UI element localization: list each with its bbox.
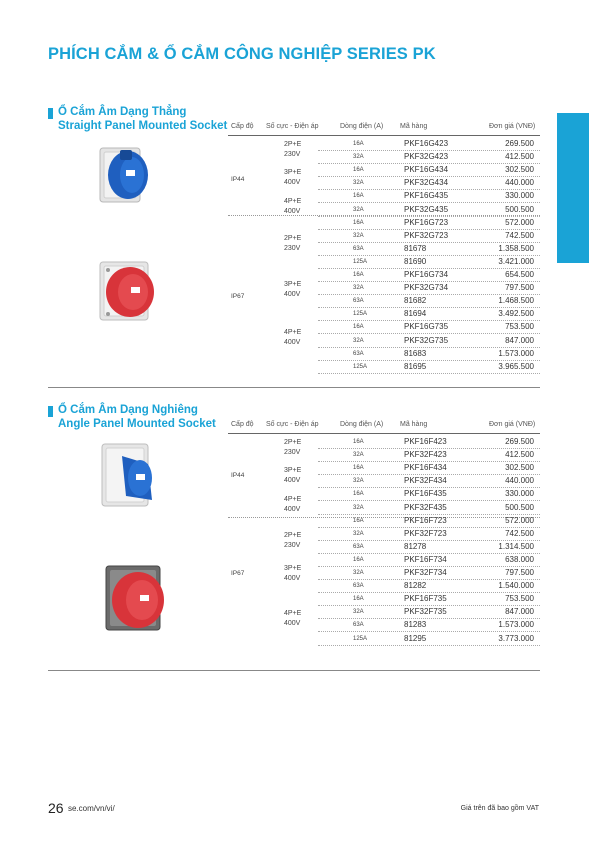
table-row <box>48 335 540 348</box>
product-code: PKF32F734 <box>404 568 447 577</box>
pole-label: 4P+E <box>284 329 302 336</box>
product-code: PKF32G423 <box>404 152 449 162</box>
current-rating: 32A <box>353 609 364 616</box>
unit-price: 440.000 <box>505 178 534 188</box>
unit-price: 1.314.500 <box>498 541 534 551</box>
table-row <box>48 436 540 449</box>
current-rating: 63A <box>353 298 364 305</box>
unit-price: 1.573.000 <box>498 620 534 630</box>
table-row <box>48 593 540 606</box>
product-code: PKF32F435 <box>404 502 447 512</box>
side-tab <box>557 113 589 263</box>
table-row <box>48 204 540 217</box>
product-code: 81694 <box>404 309 427 319</box>
table-row <box>48 361 540 374</box>
current-rating: 16A <box>353 219 364 226</box>
product-code: 81678 <box>404 243 427 253</box>
current-rating: 125A <box>353 635 368 642</box>
pole-label: 2P+E <box>284 439 302 446</box>
table-row <box>48 515 540 528</box>
product-code: PKF16F423 <box>404 437 447 446</box>
current-rating: 16A <box>353 193 364 200</box>
table-row <box>48 308 540 321</box>
unit-price: 847.000 <box>505 607 534 617</box>
col-header-so-cuc: Số cực - Điện áp <box>266 421 319 428</box>
table-row <box>48 475 540 488</box>
voltage-label: 400V <box>284 338 301 346</box>
unit-price: 572.000 <box>505 217 534 227</box>
row-divider <box>318 373 540 374</box>
section-title-vi: Ổ Cắm Âm Dạng Thẳng <box>58 106 187 118</box>
col-header-cap-do: Cấp độ <box>231 123 254 130</box>
product-code: PKF16F723 <box>404 515 447 525</box>
page-number: 26 <box>48 800 64 816</box>
table-row <box>48 606 540 619</box>
current-rating: 63A <box>353 350 364 357</box>
table-row <box>48 462 540 475</box>
product-code: PKF16G435 <box>404 191 449 201</box>
table-row <box>48 541 540 554</box>
table-row <box>48 502 540 515</box>
current-rating: 16A <box>353 439 364 445</box>
table-row <box>48 164 540 177</box>
unit-price: 654.500 <box>505 270 534 279</box>
unit-price: 412.500 <box>505 152 534 162</box>
table-row <box>48 190 540 203</box>
voltage-label: 400V <box>284 574 301 582</box>
ip67-label: IP67 <box>231 570 245 577</box>
product-code: PKF32F735 <box>404 607 447 617</box>
unit-price: 330.000 <box>505 489 534 499</box>
table-row <box>48 321 540 334</box>
section-straight-socket <box>48 106 540 381</box>
table-row <box>48 567 540 580</box>
unit-price: 797.500 <box>505 283 534 293</box>
section-rule <box>48 387 540 388</box>
product-code: 81283 <box>404 620 427 630</box>
current-rating: 16A <box>353 556 364 563</box>
current-rating: 16A <box>353 272 364 278</box>
table-row <box>48 151 540 164</box>
unit-price: 753.500 <box>505 322 534 332</box>
current-rating: 16A <box>353 167 364 174</box>
table-row <box>48 348 540 361</box>
table-row <box>48 633 540 646</box>
col-header-cap-do: Cấp độ <box>231 421 254 428</box>
current-rating: 63A <box>353 245 364 252</box>
unit-price: 1.358.500 <box>498 243 534 253</box>
current-rating: 32A <box>353 285 364 292</box>
product-code: 81278 <box>404 541 427 551</box>
product-code: PKF16G423 <box>404 139 449 148</box>
unit-price: 847.000 <box>505 335 534 345</box>
col-header-don-gia: Đơn giá (VNĐ) <box>489 123 536 130</box>
unit-price: 1.573.000 <box>498 348 534 358</box>
header-rule <box>228 433 540 434</box>
col-header-don-gia: Đơn giá (VNĐ) <box>489 421 536 428</box>
current-rating: 16A <box>353 465 364 472</box>
product-code: 81695 <box>404 361 427 371</box>
row-divider <box>318 645 540 646</box>
unit-price: 302.500 <box>505 165 534 175</box>
current-rating: 125A <box>353 311 368 318</box>
unit-price: 753.500 <box>505 594 534 604</box>
section-header <box>48 106 540 136</box>
product-code: 81690 <box>404 256 427 266</box>
table-row <box>48 488 540 501</box>
section-header <box>48 404 540 434</box>
product-code: PKF16G723 <box>404 217 449 227</box>
current-rating: 16A <box>353 324 364 331</box>
current-rating: 125A <box>353 363 368 370</box>
voltage-label: 400V <box>284 505 301 513</box>
table-row <box>48 295 540 308</box>
unit-price: 440.000 <box>505 476 534 486</box>
section-marker <box>48 108 53 119</box>
unit-price: 3.773.000 <box>498 633 534 643</box>
product-code: PKF32F434 <box>404 476 447 486</box>
product-code: 81683 <box>404 348 427 358</box>
pole-label: 3P+E <box>284 467 302 474</box>
current-rating: 32A <box>353 530 364 537</box>
section-title-en: Angle Panel Mounted Socket <box>58 418 216 430</box>
product-code: PKF16G734 <box>404 270 449 279</box>
unit-price: 269.500 <box>505 437 534 446</box>
pole-label: 3P+E <box>284 565 302 572</box>
product-code: PKF32G435 <box>404 204 449 214</box>
table-row <box>48 243 540 256</box>
current-rating: 32A <box>353 504 364 511</box>
unit-price: 1.540.000 <box>498 581 534 591</box>
product-code: 81295 <box>404 633 427 643</box>
voltage-label: 400V <box>284 178 301 186</box>
unit-price: 302.500 <box>505 463 534 473</box>
product-code: PKF32G734 <box>404 283 449 293</box>
voltage-label: 230V <box>284 150 301 158</box>
current-rating: 16A <box>353 596 364 603</box>
table-row <box>48 449 540 462</box>
unit-price: 269.500 <box>505 139 534 148</box>
pole-label: 3P+E <box>284 281 302 288</box>
product-code: PKF32F423 <box>404 450 447 460</box>
pole-label: 4P+E <box>284 610 302 617</box>
section-rule <box>48 670 540 671</box>
pole-label: 4P+E <box>284 198 302 205</box>
col-header-dong-dien: Dòng điện (A) <box>340 123 384 130</box>
col-header-dong-dien: Dòng điện (A) <box>340 421 384 428</box>
product-code: PKF16F734 <box>404 554 447 564</box>
unit-price: 742.500 <box>505 230 534 240</box>
section-angle-socket <box>48 404 540 674</box>
current-rating: 32A <box>353 478 364 485</box>
table-row <box>48 528 540 541</box>
unit-price: 572.000 <box>505 515 534 525</box>
table-row <box>48 177 540 190</box>
product-code: PKF32G723 <box>404 230 449 240</box>
product-code: PKF32G735 <box>404 335 449 345</box>
table-row <box>48 217 540 230</box>
product-code: 81282 <box>404 581 427 591</box>
footer-url: se.com/vn/vi/ <box>68 804 115 813</box>
unit-price: 638.000 <box>505 554 534 564</box>
current-rating: 32A <box>353 570 364 576</box>
current-rating: 32A <box>353 154 364 161</box>
product-code: PKF16F735 <box>404 594 447 604</box>
table-row <box>48 580 540 593</box>
table-row <box>48 554 540 567</box>
footer-note: Giá trên đã bao gồm VAT <box>460 805 539 812</box>
product-code: PKF16F435 <box>404 489 447 499</box>
current-rating: 63A <box>353 622 364 629</box>
unit-price: 1.468.500 <box>498 296 534 306</box>
voltage-label: 400V <box>284 619 301 627</box>
pole-label: 2P+E <box>284 235 302 242</box>
voltage-label: 400V <box>284 476 301 484</box>
unit-price: 797.500 <box>505 568 534 577</box>
unit-price: 500.500 <box>505 204 534 214</box>
table-row <box>48 619 540 632</box>
unit-price: 3.421.000 <box>498 256 534 266</box>
voltage-label: 230V <box>284 541 301 549</box>
table-row <box>48 138 540 151</box>
current-rating: 63A <box>353 543 364 550</box>
voltage-label: 230V <box>284 244 301 252</box>
section-title-vi: Ổ Cắm Âm Dạng Nghiêng <box>58 404 198 416</box>
current-rating: 16A <box>353 491 364 498</box>
current-rating: 32A <box>353 206 364 213</box>
unit-price: 330.000 <box>505 191 534 201</box>
unit-price: 412.500 <box>505 450 534 460</box>
ip44-label: IP44 <box>231 176 245 183</box>
pole-label: 3P+E <box>284 169 302 176</box>
pole-label: 2P+E <box>284 141 302 148</box>
current-rating: 125A <box>353 258 368 265</box>
col-header-ma-hang: Mã hàng <box>400 421 428 428</box>
product-code: PKF16G735 <box>404 322 449 332</box>
voltage-label: 400V <box>284 207 301 215</box>
col-header-ma-hang: Mã hàng <box>400 123 428 130</box>
header-rule <box>228 135 540 136</box>
ip44-label: IP44 <box>231 472 245 479</box>
unit-price: 3.965.500 <box>498 361 534 371</box>
table-row <box>48 256 540 269</box>
product-code: PKF32G434 <box>404 178 449 188</box>
current-rating: 32A <box>353 452 364 459</box>
voltage-label: 230V <box>284 448 301 456</box>
pole-label: 4P+E <box>284 496 302 503</box>
unit-price: 3.492.500 <box>498 309 534 319</box>
page-title: PHÍCH CẮM & Ổ CẮM CÔNG NGHIỆP SERIES PK <box>48 45 436 63</box>
unit-price: 742.500 <box>505 528 534 538</box>
product-code: PKF16G434 <box>404 165 449 175</box>
col-header-so-cuc: Số cực - Điện áp <box>266 123 319 130</box>
product-code: 81682 <box>404 296 427 306</box>
section-title-en: Straight Panel Mounted Socket <box>58 120 228 132</box>
current-rating: 32A <box>353 232 364 239</box>
current-rating: 16A <box>353 141 364 147</box>
current-rating: 16A <box>353 517 364 524</box>
pole-label: 2P+E <box>284 532 302 539</box>
product-code: PKF16F434 <box>404 463 447 473</box>
table-row <box>48 282 540 295</box>
voltage-label: 400V <box>284 290 301 298</box>
table-row <box>48 269 540 282</box>
ip67-label: IP67 <box>231 293 245 300</box>
current-rating: 63A <box>353 583 364 590</box>
table-row <box>48 230 540 243</box>
current-rating: 32A <box>353 180 364 187</box>
unit-price: 500.500 <box>505 502 534 512</box>
product-code: PKF32F723 <box>404 528 447 538</box>
section-marker <box>48 406 53 417</box>
current-rating: 32A <box>353 337 364 344</box>
